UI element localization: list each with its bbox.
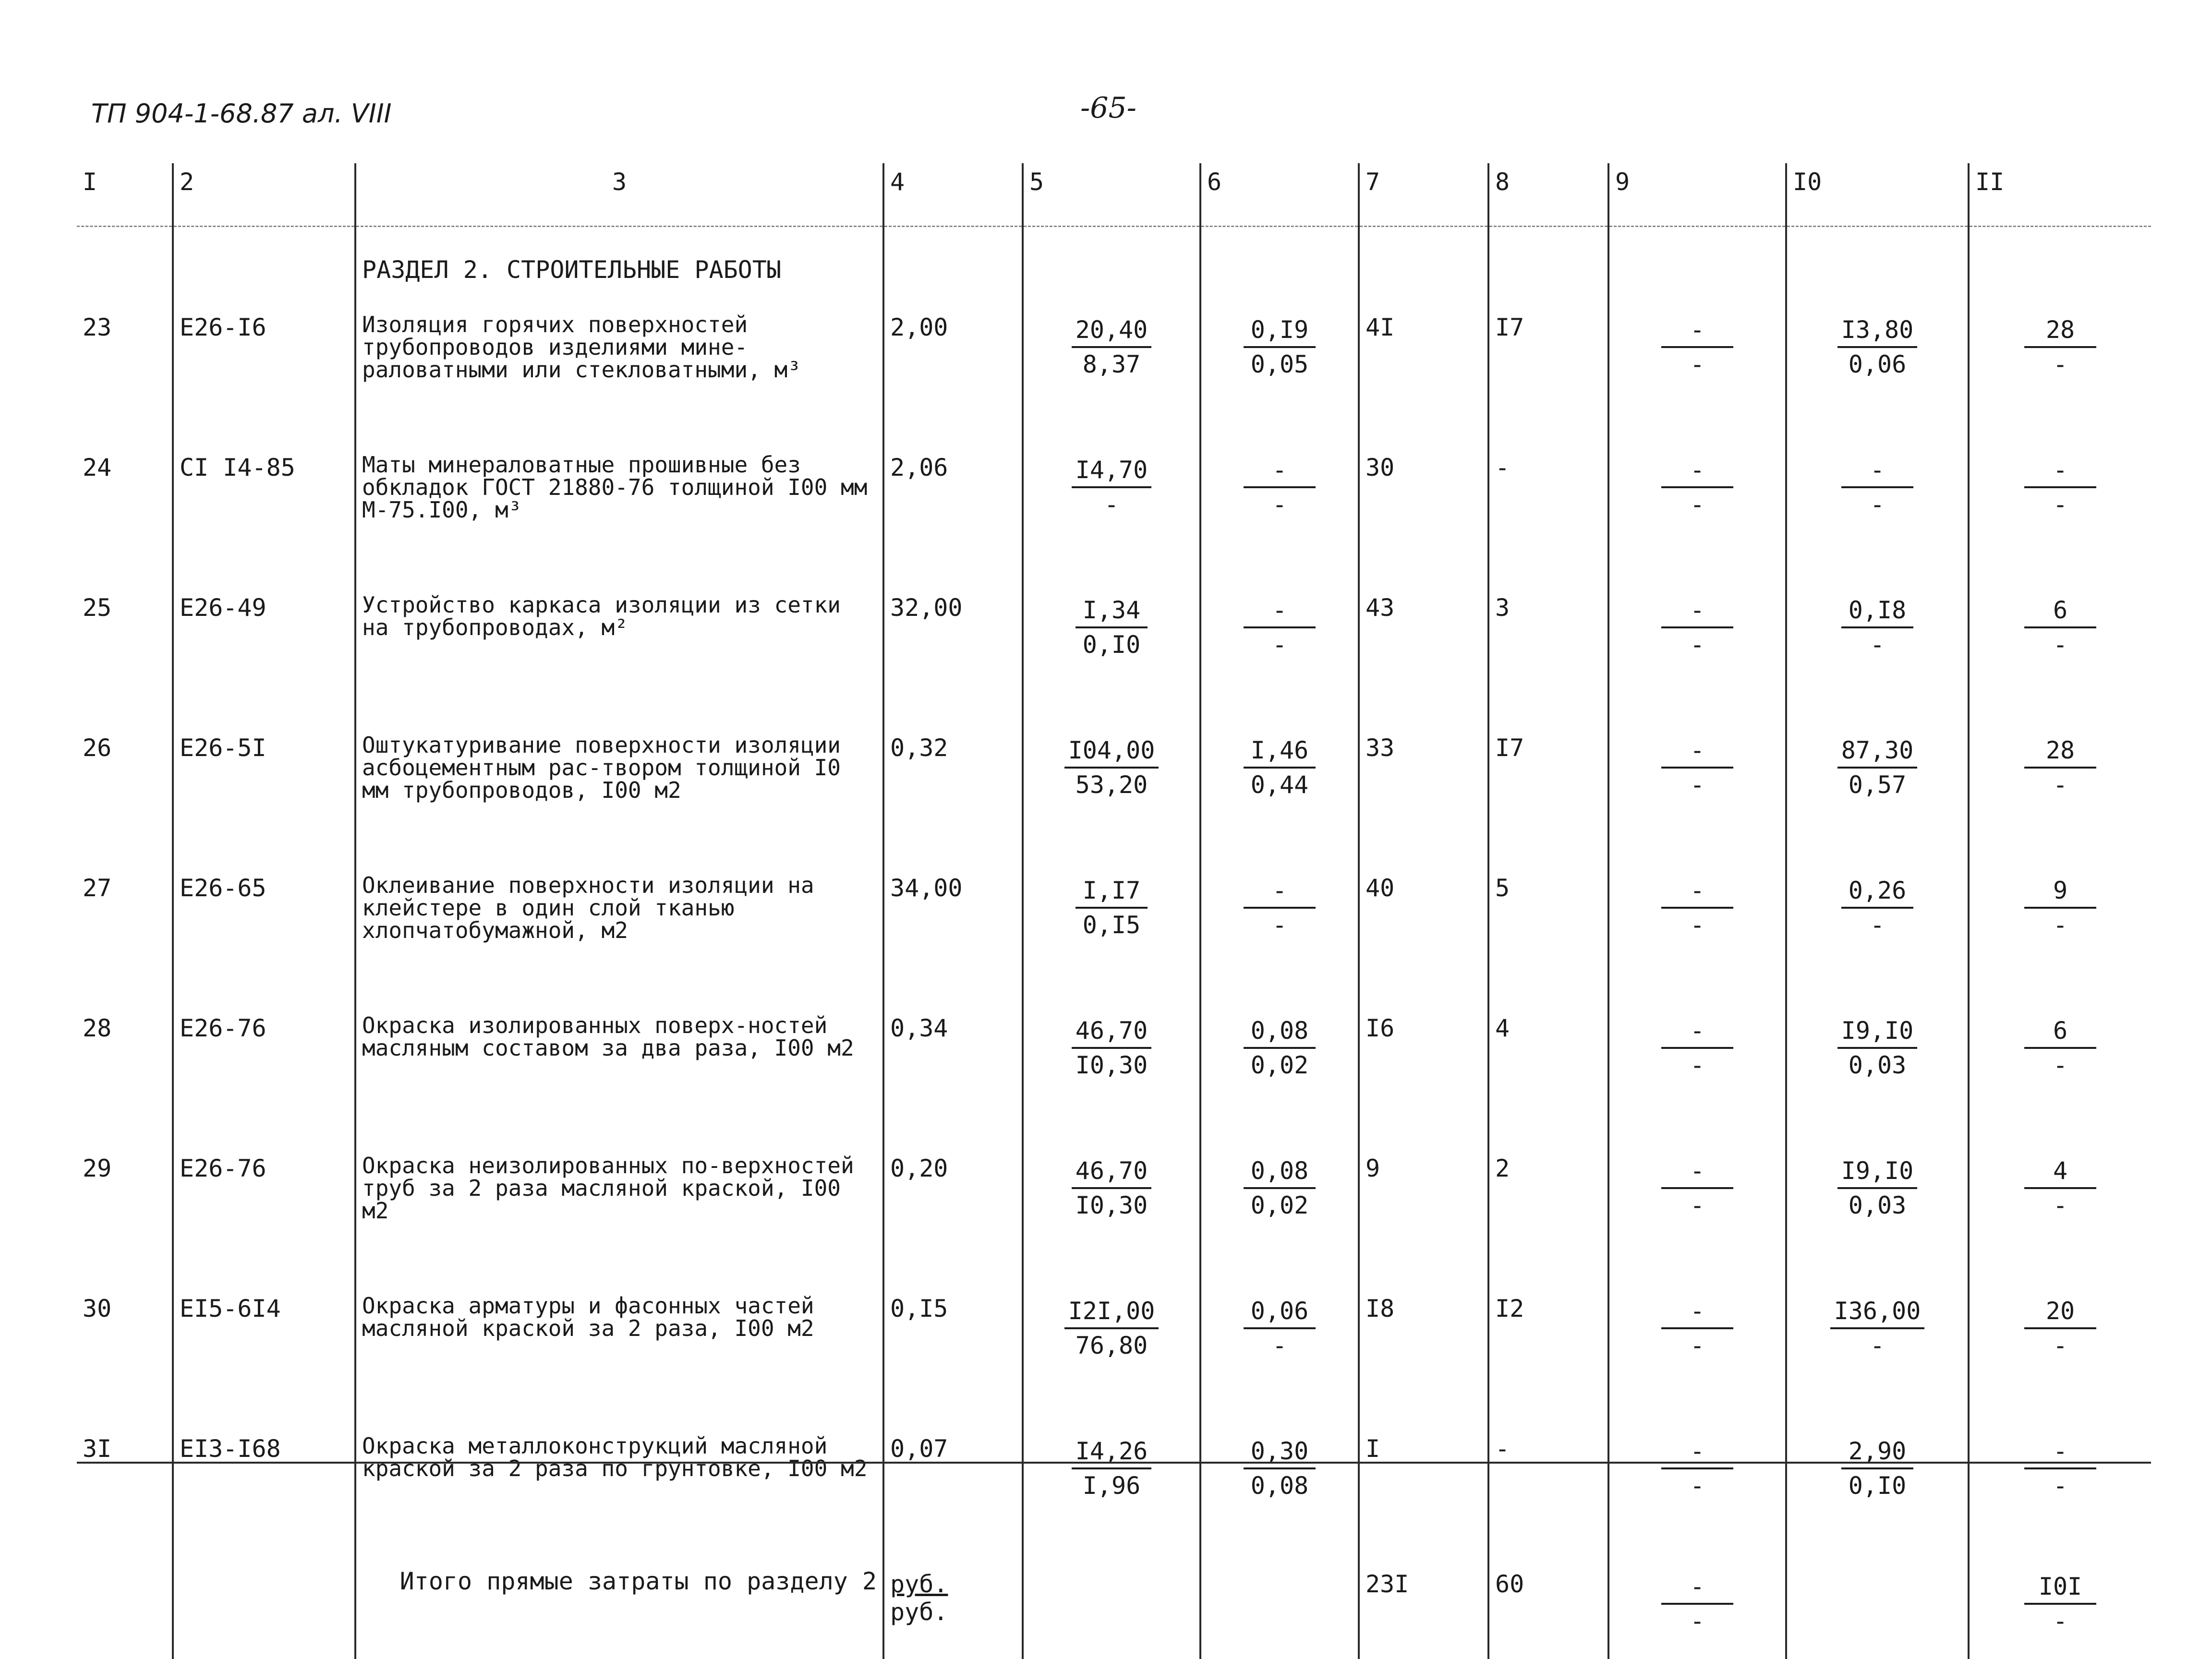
section-title: РАЗДЕЛ 2. СТРОИТЕЛЬНЫЕ РАБОТЫ bbox=[355, 227, 883, 300]
value-top: - bbox=[1244, 594, 1316, 628]
value-bottom: 0,03 bbox=[1848, 1051, 1907, 1079]
value-bottom: - bbox=[1690, 771, 1705, 799]
value-top: 9 bbox=[2024, 874, 2096, 909]
quantity: 0,34 bbox=[883, 1000, 1023, 1140]
rate-code: Е26-76 bbox=[173, 1140, 355, 1280]
total-row bbox=[77, 1561, 2151, 1659]
value-top: - bbox=[1661, 1435, 1733, 1469]
cell-col5 bbox=[1023, 1420, 1200, 1561]
total-units bbox=[883, 1561, 1023, 1659]
quantity: 32,00 bbox=[883, 579, 1023, 720]
row-number: 26 bbox=[83, 734, 112, 762]
cell-col8: I7 bbox=[1488, 299, 1608, 439]
value-top: 0,06 bbox=[1244, 1295, 1316, 1329]
value-bottom: 0,57 bbox=[1848, 771, 1907, 799]
row-number: 3I bbox=[83, 1435, 112, 1463]
value-bottom: - bbox=[2053, 1191, 2068, 1219]
cell-col11 bbox=[1969, 1000, 2151, 1140]
cell-col9 bbox=[1608, 1140, 1786, 1280]
value-top: - bbox=[1661, 1014, 1733, 1049]
value-bottom: - bbox=[1870, 911, 1885, 939]
cell-col8: 2 bbox=[1488, 1140, 1608, 1280]
column-header: I0 bbox=[1786, 163, 1969, 227]
column-header: 7 bbox=[1359, 163, 1488, 227]
value-top: - bbox=[1661, 1295, 1733, 1329]
column-header: 3 bbox=[355, 163, 883, 227]
rate-code: Е26-5I bbox=[173, 720, 355, 860]
value-top: - bbox=[2024, 1435, 2096, 1469]
quantity: 2,00 bbox=[883, 299, 1023, 439]
cell-col9 bbox=[1608, 1420, 1786, 1561]
cell-col11 bbox=[1969, 579, 2151, 720]
value-top: 0,I8 bbox=[1841, 594, 1913, 628]
row-number: 28 bbox=[83, 1014, 112, 1042]
cell-col7: 33 bbox=[1359, 720, 1488, 860]
rate-code: Е26-76 bbox=[173, 1000, 355, 1140]
cell-col7: I8 bbox=[1359, 1280, 1488, 1420]
value-top: - bbox=[1244, 454, 1316, 488]
cell-col9 bbox=[1608, 579, 1786, 720]
value-top: 0,30 bbox=[1244, 1435, 1316, 1469]
work-description: Оштукатуривание поверхности изоляции асбоцементным рас-твором толщиной I0 мм трубопроводов, I00 м2 bbox=[355, 720, 883, 860]
total-col7: 23I bbox=[1359, 1561, 1488, 1659]
value-top: 0,I9 bbox=[1244, 313, 1316, 348]
value-top: I4,26 bbox=[1072, 1435, 1152, 1469]
value-top: 0,08 bbox=[1244, 1014, 1316, 1049]
value-top: - bbox=[1661, 594, 1733, 628]
cell-col10 bbox=[1786, 1280, 1969, 1420]
value-bottom: - bbox=[2053, 911, 2068, 939]
value-top: I0I bbox=[2024, 1570, 2096, 1605]
value-bottom: 0,06 bbox=[1848, 350, 1907, 378]
work-description: Устройство каркаса изоляции из сетки на трубопроводах, м² bbox=[355, 579, 883, 720]
value-top: - bbox=[1661, 313, 1733, 348]
value-bottom: - bbox=[2053, 1051, 2068, 1079]
quantity: 0,20 bbox=[883, 1140, 1023, 1280]
column-header: 4 bbox=[883, 163, 1023, 227]
cell-col10 bbox=[1786, 860, 1969, 1000]
cell-col6 bbox=[1200, 299, 1359, 439]
unit-bottom: руб. bbox=[890, 1598, 948, 1626]
cell-col8: I2 bbox=[1488, 1280, 1608, 1420]
cell-col11 bbox=[1969, 860, 2151, 1000]
cell-col5 bbox=[1023, 579, 1200, 720]
cell-col11 bbox=[1969, 720, 2151, 860]
value-top: I9,I0 bbox=[1837, 1154, 1918, 1189]
column-header: 9 bbox=[1608, 163, 1786, 227]
cell-col8: - bbox=[1488, 439, 1608, 579]
cell-col11 bbox=[1969, 1420, 2151, 1561]
value-bottom: 0,08 bbox=[1250, 1472, 1309, 1500]
value-top: 20 bbox=[2024, 1295, 2096, 1329]
value-top: I36,00 bbox=[1830, 1295, 1925, 1329]
cell-col7: 4I bbox=[1359, 299, 1488, 439]
value-top: - bbox=[1244, 874, 1316, 909]
cell-col8: 5 bbox=[1488, 860, 1608, 1000]
value-top: 0,26 bbox=[1841, 874, 1913, 909]
value-bottom: 0,I0 bbox=[1082, 631, 1141, 659]
cell-col5 bbox=[1023, 1280, 1200, 1420]
cell-col10 bbox=[1786, 1000, 1969, 1140]
value-bottom: - bbox=[1690, 1472, 1705, 1500]
value-top: 2,90 bbox=[1841, 1435, 1913, 1469]
value-top: 46,70 bbox=[1072, 1014, 1152, 1049]
cell-col7: I bbox=[1359, 1420, 1488, 1561]
rate-code: Е26-65 bbox=[173, 860, 355, 1000]
total-label: Итого прямые затраты по разделу 2 bbox=[355, 1561, 883, 1659]
column-header: II bbox=[1969, 163, 2151, 227]
row-number: 24 bbox=[83, 454, 112, 481]
row-number: 30 bbox=[83, 1295, 112, 1322]
value-top: - bbox=[1661, 1154, 1733, 1189]
value-top: - bbox=[1661, 734, 1733, 769]
value-bottom: - bbox=[2053, 1472, 2068, 1500]
cell-col10 bbox=[1786, 299, 1969, 439]
table-bottom-rule bbox=[77, 1462, 2151, 1464]
value-bottom: 0,I5 bbox=[1082, 911, 1141, 939]
value-bottom: I0,30 bbox=[1075, 1191, 1148, 1219]
column-header: 2 bbox=[173, 163, 355, 227]
value-bottom: - bbox=[1690, 631, 1705, 659]
unit-top: руб. bbox=[890, 1570, 948, 1598]
value-top: - bbox=[2024, 454, 2096, 488]
table-row bbox=[77, 1140, 2151, 1280]
cell-col6 bbox=[1200, 1000, 1359, 1140]
value-top: - bbox=[1841, 454, 1913, 488]
cell-col6 bbox=[1200, 1280, 1359, 1420]
value-bottom: - bbox=[1272, 911, 1287, 939]
total-col11 bbox=[1969, 1561, 2151, 1659]
value-bottom: - bbox=[1104, 491, 1119, 518]
work-description: Маты минераловатные прошивные без обкладок ГОСТ 21880-76 толщиной I00 мм М-75.I00, м³ bbox=[355, 439, 883, 579]
value-bottom: - bbox=[2053, 1607, 2068, 1635]
section-row bbox=[77, 227, 2151, 300]
cell-col11 bbox=[1969, 1140, 2151, 1280]
cell-col9 bbox=[1608, 720, 1786, 860]
value-bottom: - bbox=[2053, 350, 2068, 378]
value-top: 6 bbox=[2024, 594, 2096, 628]
row-number: 23 bbox=[83, 313, 112, 341]
value-top: - bbox=[1661, 454, 1733, 488]
table-row bbox=[77, 1000, 2151, 1140]
cell-col8: I7 bbox=[1488, 720, 1608, 860]
value-bottom: - bbox=[1870, 1332, 1885, 1359]
column-header: 6 bbox=[1200, 163, 1359, 227]
value-bottom: - bbox=[1690, 1332, 1705, 1359]
value-top: I9,I0 bbox=[1837, 1014, 1918, 1049]
value-bottom: - bbox=[1690, 1607, 1705, 1635]
table-row bbox=[77, 860, 2151, 1000]
value-bottom: - bbox=[1690, 350, 1705, 378]
value-top: 0,08 bbox=[1244, 1154, 1316, 1189]
cell-col8: - bbox=[1488, 1420, 1608, 1561]
value-top: I3,80 bbox=[1837, 313, 1918, 348]
cell-col10 bbox=[1786, 720, 1969, 860]
work-description: Изоляция горячих поверхностей трубопроводов изделиями мине-раловатными или стекловатными, м³ bbox=[355, 299, 883, 439]
value-top: - bbox=[1661, 874, 1733, 909]
cell-col5 bbox=[1023, 720, 1200, 860]
cell-col10 bbox=[1786, 579, 1969, 720]
value-bottom: - bbox=[1870, 631, 1885, 659]
cell-col9 bbox=[1608, 1280, 1786, 1420]
value-top: 4 bbox=[2024, 1154, 2096, 1189]
value-bottom: - bbox=[2053, 771, 2068, 799]
quantity: 0,32 bbox=[883, 720, 1023, 860]
value-bottom: - bbox=[2053, 1332, 2068, 1359]
cell-col7: 30 bbox=[1359, 439, 1488, 579]
value-top: I4,70 bbox=[1072, 454, 1152, 488]
rate-code: Е26-49 bbox=[173, 579, 355, 720]
quantity: 2,06 bbox=[883, 439, 1023, 579]
rate-code: Е26-I6 bbox=[173, 299, 355, 439]
work-description: Окраска металлоконструкций масляной краской за 2 раза по грунтовке, I00 м2 bbox=[355, 1420, 883, 1561]
value-bottom: 0,03 bbox=[1848, 1191, 1907, 1219]
value-bottom: - bbox=[1690, 911, 1705, 939]
table-row bbox=[77, 720, 2151, 860]
cell-col5 bbox=[1023, 860, 1200, 1000]
value-bottom: - bbox=[1690, 1191, 1705, 1219]
cell-col6 bbox=[1200, 439, 1359, 579]
cell-col9 bbox=[1608, 1000, 1786, 1140]
cell-col11 bbox=[1969, 1280, 2151, 1420]
estimate-table bbox=[77, 163, 2151, 1659]
value-bottom: 53,20 bbox=[1075, 771, 1148, 799]
cell-col6 bbox=[1200, 579, 1359, 720]
value-top: 6 bbox=[2024, 1014, 2096, 1049]
column-header: 8 bbox=[1488, 163, 1608, 227]
column-header-row bbox=[77, 163, 2151, 227]
cell-col5 bbox=[1023, 1140, 1200, 1280]
work-description: Окраска изолированных поверх-ностей масляным составом за два раза, I00 м2 bbox=[355, 1000, 883, 1140]
cell-col7: 9 bbox=[1359, 1140, 1488, 1280]
value-top: 20,40 bbox=[1072, 313, 1152, 348]
value-bottom: I0,30 bbox=[1075, 1051, 1148, 1079]
cell-col7: I6 bbox=[1359, 1000, 1488, 1140]
cell-col6 bbox=[1200, 720, 1359, 860]
value-top: I04,00 bbox=[1064, 734, 1159, 769]
value-top: I,34 bbox=[1076, 594, 1148, 628]
value-bottom: 0,02 bbox=[1250, 1051, 1309, 1079]
page-number: -65- bbox=[1080, 91, 1136, 125]
cell-col8: 4 bbox=[1488, 1000, 1608, 1140]
cell-col8: 3 bbox=[1488, 579, 1608, 720]
quantity: 34,00 bbox=[883, 860, 1023, 1000]
cell-col5 bbox=[1023, 299, 1200, 439]
work-description: Окраска арматуры и фасонных частей масляной краской за 2 раза, I00 м2 bbox=[355, 1280, 883, 1420]
row-number: 27 bbox=[83, 874, 112, 902]
cell-col7: 43 bbox=[1359, 579, 1488, 720]
value-top: 28 bbox=[2024, 313, 2096, 348]
cell-col10 bbox=[1786, 1140, 1969, 1280]
column-header: I bbox=[77, 163, 173, 227]
cell-col10 bbox=[1786, 439, 1969, 579]
value-bottom: 0,44 bbox=[1250, 771, 1309, 799]
value-top: 46,70 bbox=[1072, 1154, 1152, 1189]
column-header: 5 bbox=[1023, 163, 1200, 227]
cell-col9 bbox=[1608, 860, 1786, 1000]
table-row bbox=[77, 1420, 2151, 1561]
value-bottom: I,96 bbox=[1082, 1472, 1141, 1500]
cell-col6 bbox=[1200, 1420, 1359, 1561]
rate-code: ЕI3-I68 bbox=[173, 1420, 355, 1561]
work-description: Окраска неизолированных по-верхностей труб за 2 раза масляной краской, I00 м2 bbox=[355, 1140, 883, 1280]
table-row bbox=[77, 579, 2151, 720]
value-bottom: 76,80 bbox=[1075, 1332, 1148, 1359]
value-bottom: - bbox=[2053, 491, 2068, 518]
table-row bbox=[77, 1280, 2151, 1420]
table-row bbox=[77, 299, 2151, 439]
table-row bbox=[77, 439, 2151, 579]
total-col9 bbox=[1608, 1561, 1786, 1659]
work-description: Оклеивание поверхности изоляции на клейстере в один слой тканью хлопчатобумажной, м2 bbox=[355, 860, 883, 1000]
value-top: 87,30 bbox=[1837, 734, 1918, 769]
cell-col11 bbox=[1969, 439, 2151, 579]
value-bottom: - bbox=[1272, 491, 1287, 518]
document-code: ТП 904-1-68.87 ал. VIII bbox=[91, 98, 392, 129]
cell-col11 bbox=[1969, 299, 2151, 439]
value-bottom: - bbox=[1690, 491, 1705, 518]
cell-col5 bbox=[1023, 1000, 1200, 1140]
cell-col9 bbox=[1608, 299, 1786, 439]
cell-col7: 40 bbox=[1359, 860, 1488, 1000]
value-top: I,I7 bbox=[1076, 874, 1148, 909]
row-number: 29 bbox=[83, 1154, 112, 1182]
cell-col5 bbox=[1023, 439, 1200, 579]
value-bottom: - bbox=[2053, 631, 2068, 659]
value-bottom: - bbox=[1690, 1051, 1705, 1079]
cell-col6 bbox=[1200, 1140, 1359, 1280]
value-bottom: 0,I0 bbox=[1848, 1472, 1907, 1500]
cell-col9 bbox=[1608, 439, 1786, 579]
quantity: 0,I5 bbox=[883, 1280, 1023, 1420]
value-bottom: - bbox=[1272, 631, 1287, 659]
value-bottom: 0,02 bbox=[1250, 1191, 1309, 1219]
value-bottom: 0,05 bbox=[1250, 350, 1309, 378]
cell-col6 bbox=[1200, 860, 1359, 1000]
value-top: I2I,00 bbox=[1064, 1295, 1159, 1329]
value-bottom: - bbox=[1870, 491, 1885, 518]
rate-code: СI I4-85 bbox=[173, 439, 355, 579]
row-number: 25 bbox=[83, 594, 112, 622]
value-top: - bbox=[1661, 1570, 1733, 1605]
quantity: 0,07 bbox=[883, 1420, 1023, 1561]
total-col8: 60 bbox=[1488, 1561, 1608, 1659]
value-bottom: - bbox=[1272, 1332, 1287, 1359]
rate-code: ЕI5-6I4 bbox=[173, 1280, 355, 1420]
cell-col10 bbox=[1786, 1420, 1969, 1561]
value-bottom: 8,37 bbox=[1082, 350, 1141, 378]
value-top: I,46 bbox=[1244, 734, 1316, 769]
value-top: 28 bbox=[2024, 734, 2096, 769]
